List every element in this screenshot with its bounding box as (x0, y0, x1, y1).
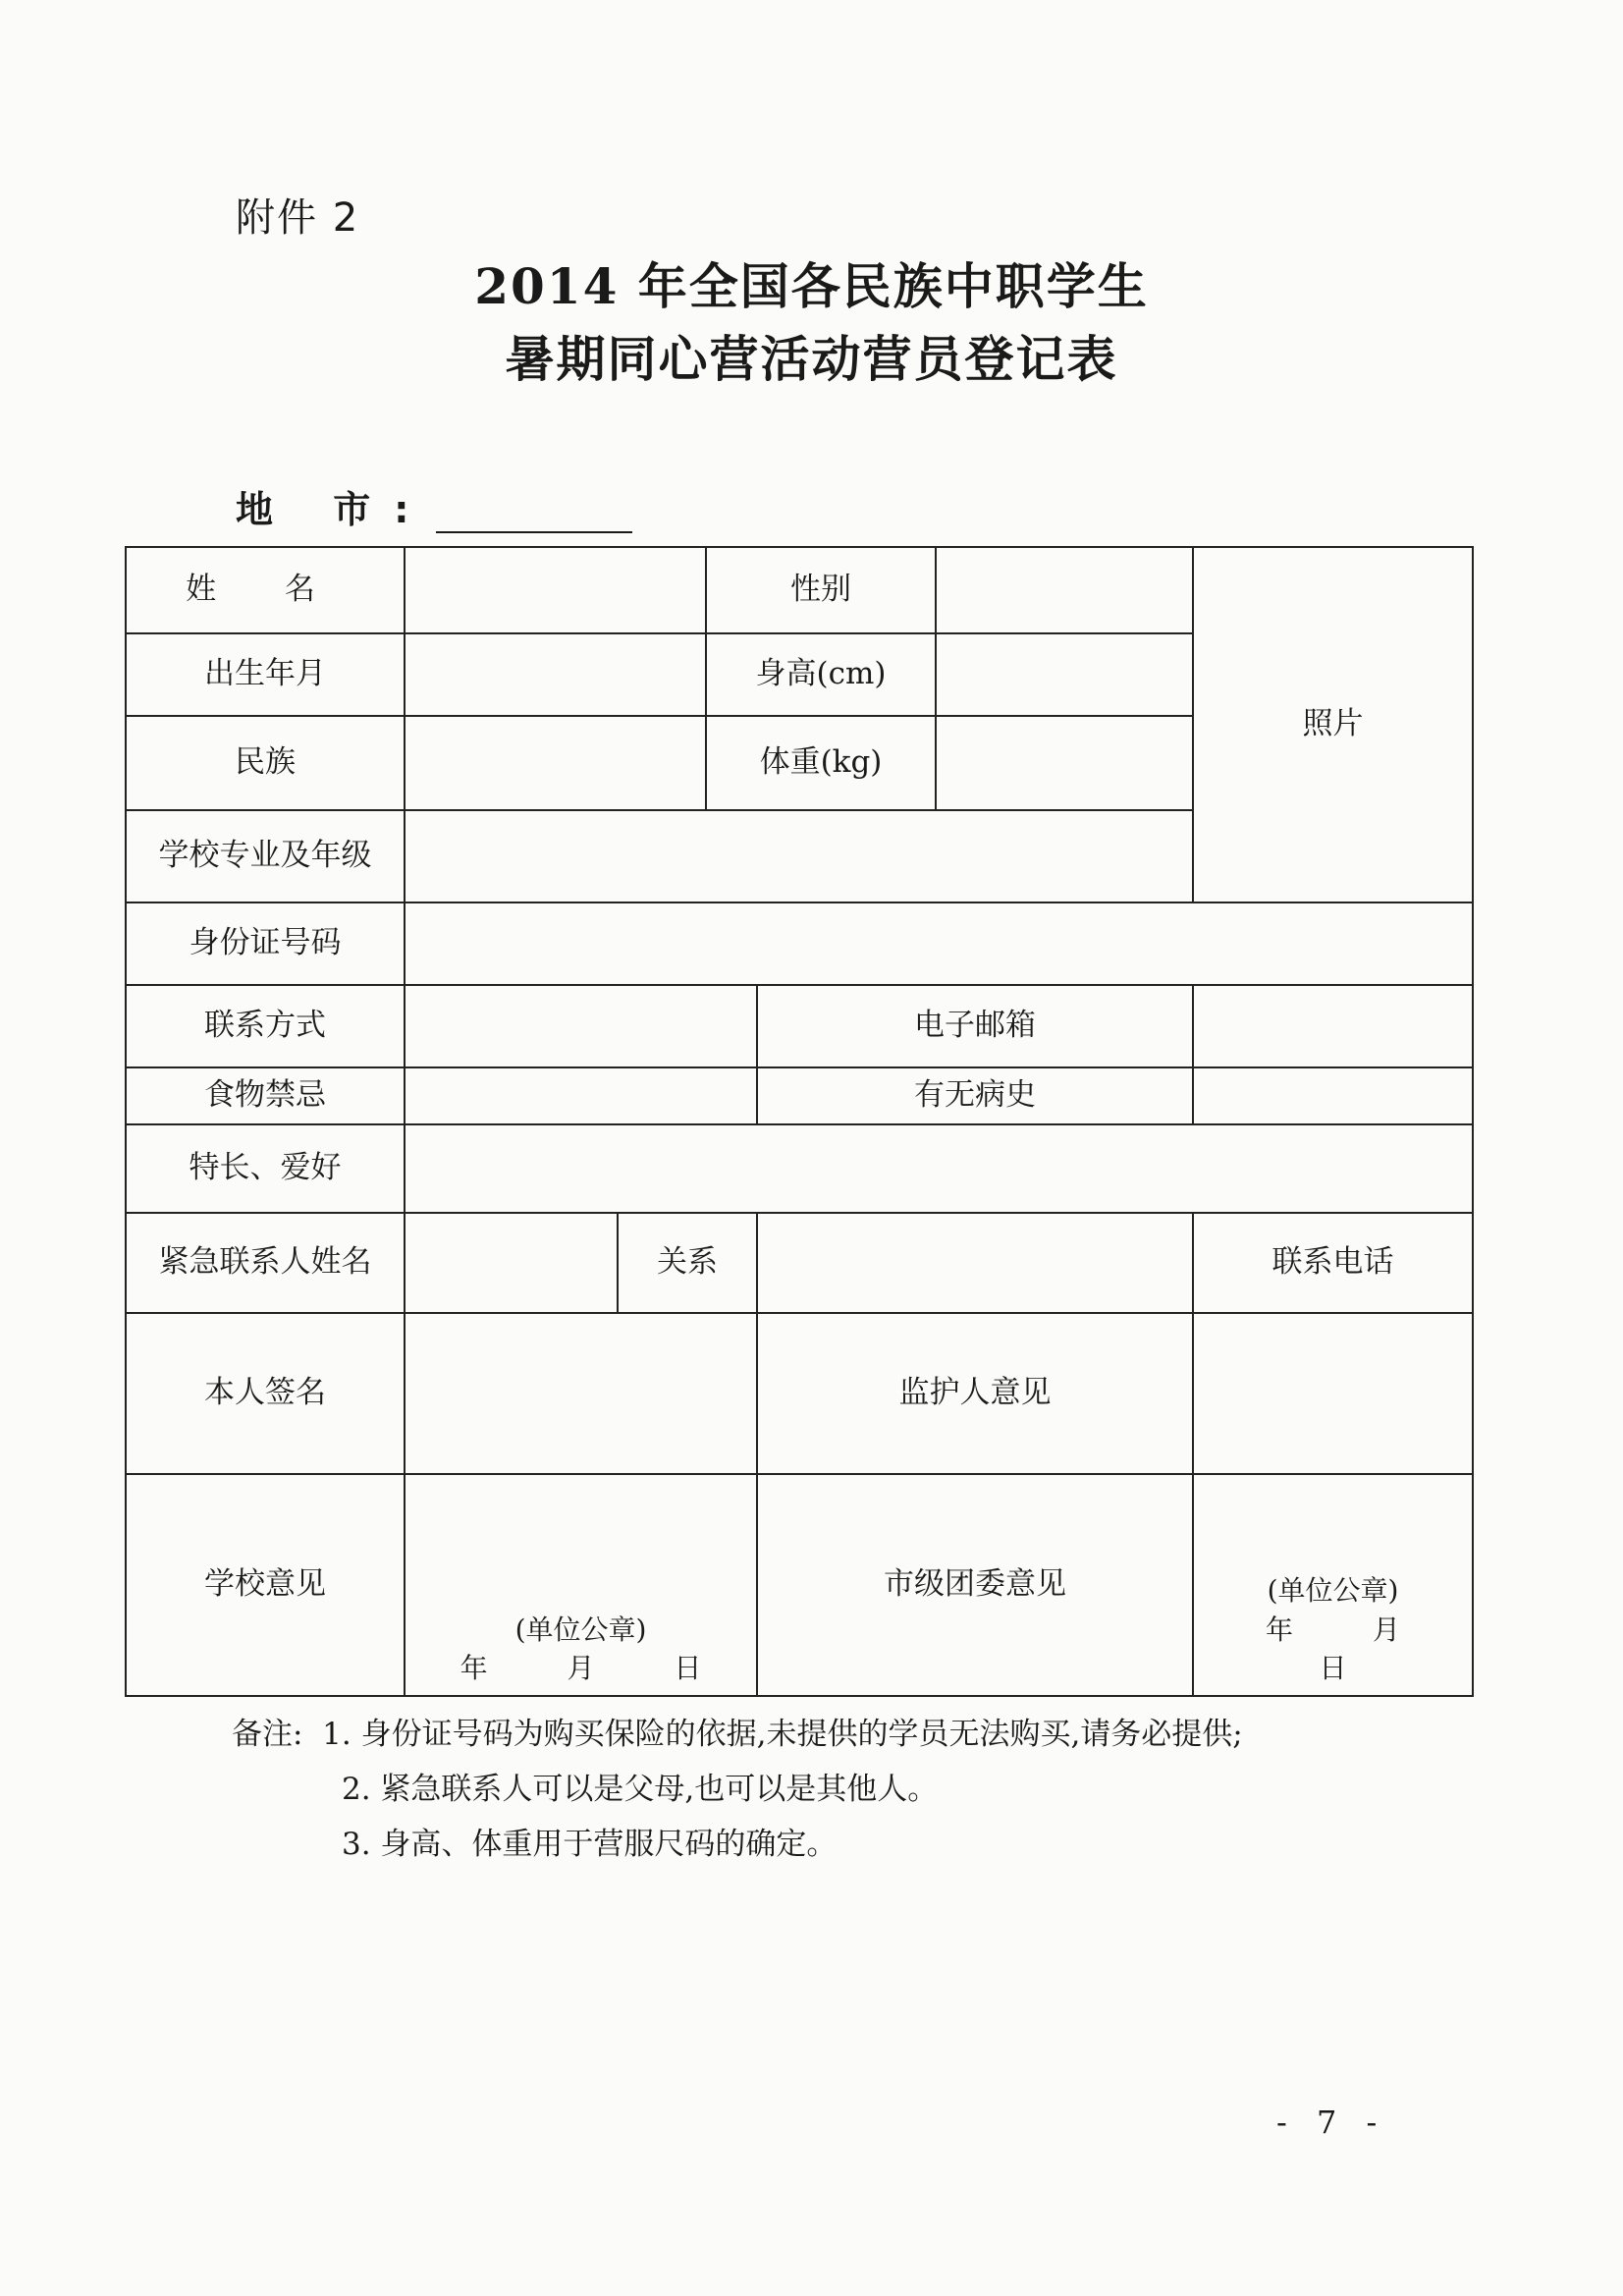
email-input-cell[interactable] (1193, 985, 1473, 1067)
city-label: 地 市: (236, 488, 433, 531)
title-line-1: 2014 年全国各民族中职学生 (474, 257, 1149, 315)
self-signature-input-cell[interactable] (405, 1313, 757, 1474)
emergency-contact-name-label: 紧急联系人姓名 (126, 1213, 405, 1313)
ethnicity-input-cell[interactable] (405, 716, 706, 810)
school-date-year: 年 (460, 1651, 488, 1684)
guardian-opinion-label: 监护人意见 (757, 1313, 1193, 1474)
gender-label: 性别 (706, 547, 936, 633)
city-league-date (1194, 1611, 1472, 1687)
food-taboo-label: 食物禁忌 (126, 1067, 405, 1124)
guardian-opinion-input-cell[interactable] (1193, 1313, 1473, 1474)
city-league-date-year: 年 (1266, 1613, 1294, 1646)
gender-input-cell[interactable] (936, 547, 1193, 633)
food-taboo-input-cell[interactable] (405, 1067, 757, 1124)
note-item-2: 2. 紧急联系人可以是父母,也可以是其他人。 (342, 1772, 939, 1807)
id-number-input-cell[interactable] (405, 902, 1473, 985)
height-label: 身高(cm) (706, 633, 936, 716)
city-field (236, 479, 632, 533)
weight-input-cell[interactable] (936, 716, 1193, 810)
emergency-contact-name-input-cell[interactable] (405, 1213, 618, 1313)
city-league-date-month: 月 (1372, 1613, 1400, 1646)
email-label: 电子邮箱 (757, 985, 1193, 1067)
notes-label: 备注: (232, 1717, 303, 1752)
birth-label: 出生年月 (126, 633, 405, 716)
registration-form-table (125, 546, 1474, 1697)
name-label: 姓 名 (126, 547, 405, 633)
emergency-phone-label: 联系电话 (1193, 1213, 1473, 1313)
school-date-day: 日 (674, 1651, 702, 1684)
city-league-date-day: 日 (1319, 1651, 1347, 1684)
id-number-label: 身份证号码 (126, 902, 405, 985)
relation-input-cell[interactable] (757, 1213, 1193, 1313)
school-major-grade-label: 学校专业及年级 (126, 810, 405, 902)
title-line-2: 暑期同心营活动营员登记表 (505, 330, 1118, 388)
ethnicity-label: 民族 (126, 716, 405, 810)
notes-section (232, 1707, 1243, 1872)
name-input-cell[interactable] (405, 547, 706, 633)
relation-label: 关系 (618, 1213, 757, 1313)
contact-label: 联系方式 (126, 985, 405, 1067)
school-date (406, 1649, 756, 1687)
page-number: - 7 - (1276, 2104, 1387, 2141)
school-opinion-input-cell[interactable] (405, 1474, 757, 1696)
school-seal-text: (单位公章) (514, 1613, 647, 1646)
attachment-label: 附件 2 (236, 195, 360, 241)
city-league-opinion-label: 市级团委意见 (757, 1474, 1193, 1696)
school-seal-block (406, 1611, 756, 1687)
height-input-cell[interactable] (936, 633, 1193, 716)
city-league-opinion-input-cell[interactable] (1193, 1474, 1473, 1696)
contact-input-cell[interactable] (405, 985, 757, 1067)
birth-input-cell[interactable] (405, 633, 706, 716)
note-item-1: 备注: 1. 身份证号码为购买保险的依据,未提供的学员无法购买,请务必提供; (232, 1717, 1243, 1752)
city-blank-line[interactable] (436, 496, 632, 533)
hobbies-label: 特长、爱好 (126, 1124, 405, 1213)
self-signature-label: 本人签名 (126, 1313, 405, 1474)
city-league-seal-text: (单位公章) (1267, 1574, 1399, 1608)
hobbies-input-cell[interactable] (405, 1124, 1473, 1213)
medical-history-label: 有无病史 (757, 1067, 1193, 1124)
note-item-3: 3. 身高、体重用于营服尺码的确定。 (342, 1827, 838, 1862)
weight-label: 体重(kg) (706, 716, 936, 810)
school-major-grade-input-cell[interactable] (405, 810, 1193, 902)
city-league-seal-block (1194, 1571, 1472, 1687)
school-opinion-label: 学校意见 (126, 1474, 405, 1696)
school-date-month: 月 (567, 1651, 595, 1684)
photo-cell[interactable]: 照片 (1193, 547, 1473, 902)
medical-history-input-cell[interactable] (1193, 1067, 1473, 1124)
